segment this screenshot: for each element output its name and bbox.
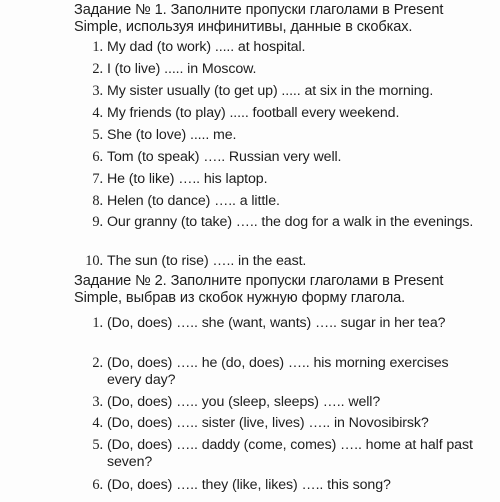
item-number: 1. — [92, 315, 103, 331]
item-number: 6. — [92, 149, 103, 165]
item-text: My dad (to work) ..... at hospital. — [107, 39, 306, 55]
item-text: He (to like) ….. his laptop. — [107, 171, 268, 187]
task-1-item-1 — [86, 39, 486, 56]
task-2-item-3 — [86, 394, 486, 411]
task-1-item-2 — [86, 61, 486, 78]
item-text: I (to live) ..... in Moscow. — [107, 61, 257, 77]
item-text: Helen (to dance) ….. a little. — [107, 193, 280, 209]
task-1-item-4 — [86, 105, 486, 122]
item-number: 3. — [92, 83, 103, 99]
task-1-title: Задание № 1. Заполните пропуски глаголами в Present Simple, используя инфинитивы, данные в скобках. — [74, 2, 444, 35]
item-text: She (to love) ..... me. — [107, 127, 237, 143]
item-text: Our granny (to take) ….. the dog for a walk in the evenings. — [107, 214, 474, 230]
item-number: 4. — [92, 105, 103, 121]
task-2-item-1 — [86, 315, 486, 332]
item-number: 9. — [92, 214, 103, 230]
task-1-item-3 — [86, 83, 486, 100]
task-2-title: Задание № 2. Заполните пропуски глаголами в Present Simple, выбрав из скобок нужную форму глагола. — [74, 273, 444, 306]
item-text: The sun (to rise) ….. in the east. — [107, 253, 307, 269]
item-number: 8. — [92, 193, 103, 209]
task-2-item-4 — [86, 415, 486, 432]
item-text: (Do, does) ….. they (like, likes) ….. this song? — [107, 477, 391, 493]
item-number: 2. — [92, 355, 103, 371]
item-text: (Do, does) ….. he (do, does) ….. his morning exercises every day? — [107, 355, 449, 388]
item-text: (Do, does) ….. she (want, wants) ….. sugar in her tea? — [107, 315, 446, 331]
task-2-item-5 — [86, 437, 486, 471]
task-1-item-5 — [86, 127, 486, 144]
item-text: (Do, does) ….. you (sleep, sleeps) ….. well? — [107, 394, 381, 410]
task-2-item-6 — [86, 477, 486, 494]
item-text: (Do, does) ….. sister (live, lives) ….. in Novosibirsk? — [107, 415, 429, 431]
item-number: 6. — [92, 477, 103, 493]
task-2-item-2 — [86, 355, 486, 389]
item-number: 4. — [92, 415, 103, 431]
item-number: 5. — [92, 127, 103, 143]
task-1-item-9 — [86, 214, 486, 231]
task-1-item-10 — [86, 253, 486, 270]
item-number: 3. — [92, 394, 103, 410]
item-text: (Do, does) ….. daddy (come, comes) ….. home at half past seven? — [107, 437, 473, 470]
item-number: 2. — [92, 61, 103, 77]
item-number: 1. — [92, 39, 103, 55]
task-1-item-6 — [86, 149, 486, 166]
task-1-item-7 — [86, 171, 486, 188]
item-text: Tom (to speak) ….. Russian very well. — [107, 149, 342, 165]
task-1-item-8 — [86, 193, 486, 210]
item-text: My sister usually (to get up) ..... at six in the morning. — [107, 83, 434, 99]
item-number: 5. — [92, 437, 103, 453]
item-number: 7. — [92, 171, 103, 187]
item-text: My friends (to play) ..... football every weekend. — [107, 105, 400, 121]
item-number: 10. — [85, 253, 103, 269]
